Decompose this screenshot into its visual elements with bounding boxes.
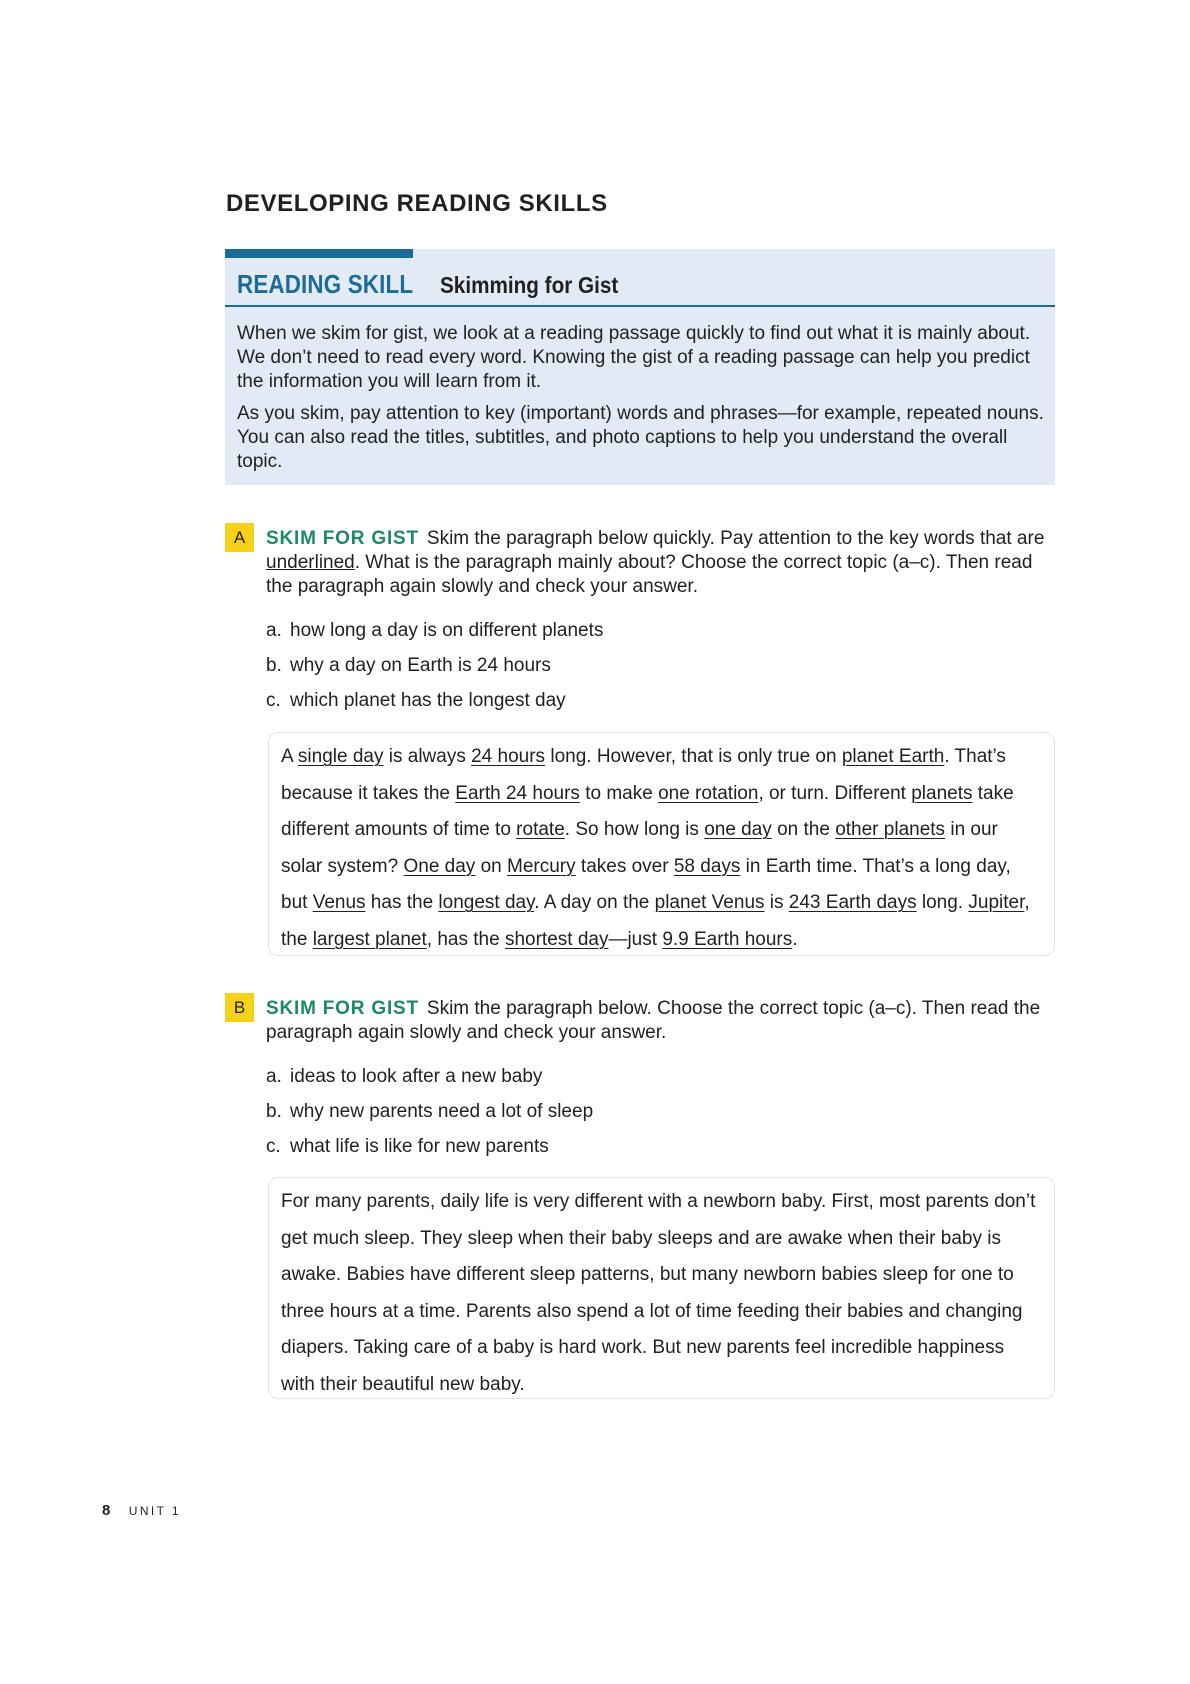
key-word: other planets — [835, 819, 946, 840]
option-c[interactable] — [266, 689, 1056, 713]
activity-a — [266, 527, 1056, 724]
activity-b-label: SKIM FOR GIST — [266, 998, 419, 1019]
option-text: why new parents need a lot of sleep — [290, 1101, 594, 1122]
activity-b-options — [266, 1065, 1056, 1159]
key-word: planet Venus — [654, 892, 765, 913]
passage-text: to make — [579, 782, 659, 804]
passage-text: is always — [383, 746, 472, 767]
activity-b-badge: B — [225, 993, 254, 1022]
key-word: Mercury — [507, 855, 576, 877]
skill-title — [237, 269, 638, 300]
skill-body — [237, 322, 1047, 482]
activity-b — [266, 997, 1056, 1170]
key-word: Venus — [312, 892, 366, 913]
skill-tab-bar — [225, 249, 413, 258]
passage-text: take different amounts of time to — [281, 782, 1014, 840]
option-text: what life is like for new parents — [290, 1136, 549, 1157]
instruction-text: . What is the paragraph mainly about? Choose the correct topic (a–c). Then read the paragraph again slowly and check your answer. — [266, 552, 1033, 597]
skill-subtitle: Skimming for Gist — [440, 272, 619, 298]
skill-label: READING SKILL — [237, 269, 414, 299]
instruction-underlined: underlined — [266, 552, 355, 573]
passage-text: , has the — [426, 928, 505, 950]
skill-paragraph: When we skim for gist, we look at a reading passage quickly to find out what it is mainly about. We don’t need to read every word. Knowing the gist of a reading passage can help you predict the information you will learn from it. — [237, 323, 1031, 392]
option-a[interactable] — [266, 1065, 1056, 1089]
activity-a-label: SKIM FOR GIST — [266, 528, 419, 549]
passage-text: in Earth time. That’s a long day, but — [281, 855, 1011, 913]
passage-text: long. — [916, 892, 969, 913]
passage-text: on the — [771, 819, 836, 840]
option-text: which planet has the longest day — [290, 690, 566, 711]
option-letter: a. — [266, 620, 282, 641]
key-word: one day — [704, 819, 772, 840]
instruction-text: Skim the paragraph below. Choose the correct topic (a–c). Then read the paragraph again slowly and check your answer. — [266, 998, 1041, 1043]
activity-a-options — [266, 619, 1056, 713]
key-word: Jupiter — [968, 892, 1025, 913]
option-letter: b. — [266, 1101, 282, 1122]
page-footer — [102, 1502, 181, 1520]
skill-paragraph: As you skim, pay attention to key (important) words and phrases—for example, repeated nouns. You can also read the titles, subtitles, and photo captions to help you understand the overall topic. — [237, 403, 1044, 472]
reading-skill-box — [225, 249, 1055, 485]
key-word: shortest day — [504, 928, 609, 950]
option-letter: b. — [266, 655, 282, 676]
unit-label: UNIT 1 — [128, 1504, 181, 1518]
passage-text: . So how long is — [564, 819, 705, 840]
key-word: one rotation — [658, 782, 759, 804]
passage-text: A — [281, 746, 298, 767]
passage-text: has the — [365, 892, 439, 913]
passage-text: takes over — [575, 855, 674, 877]
key-word: planets — [911, 782, 973, 804]
passage-text: long. However, that is only true on — [545, 746, 842, 767]
passage-text: . That’s because it takes the — [281, 746, 1006, 804]
option-letter: c. — [266, 690, 281, 711]
key-word: 24 hours — [471, 746, 546, 767]
key-word: single day — [297, 746, 384, 767]
key-word: planet Earth — [841, 746, 945, 767]
option-b[interactable] — [266, 654, 1056, 678]
option-letter: a. — [266, 1066, 282, 1087]
option-c[interactable] — [266, 1135, 1056, 1159]
key-word: longest day — [438, 892, 535, 913]
passage-text: —just — [608, 928, 663, 950]
activity-a-instruction — [266, 527, 1056, 599]
activity-b-passage: For many parents, daily life is very different with a newborn baby. First, most parents don’t get much sleep. They sleep when their baby sleeps and are awake when their baby is awake. Babies have different sleep patterns, but many newborn babies sleep for one to three hours at a time. Parents also spend a lot of time feeding their babies and changing diapers. Taking care of a baby is hard work. But new parents feel incredible happiness with their beautiful new baby. — [268, 1177, 1055, 1399]
option-b[interactable] — [266, 1100, 1056, 1124]
passage-text: , the — [281, 892, 1030, 950]
key-word: 58 days — [673, 855, 741, 877]
key-word: Earth 24 hours — [455, 782, 580, 804]
key-word: 243 Earth days — [788, 892, 917, 913]
option-text: ideas to look after a new baby — [290, 1066, 543, 1087]
activity-a-badge: A — [225, 523, 254, 552]
key-word: 9.9 Earth hours — [662, 928, 793, 950]
key-word: largest planet — [312, 928, 427, 950]
option-text: how long a day is on different planets — [290, 620, 604, 641]
activity-a-passage — [268, 732, 1055, 956]
key-word: One day — [403, 855, 476, 877]
passage-text: , or turn. Different — [758, 782, 912, 804]
passage-text: on — [475, 855, 508, 877]
activity-b-instruction — [266, 997, 1056, 1045]
option-text: why a day on Earth is 24 hours — [290, 655, 551, 676]
option-letter: c. — [266, 1136, 281, 1157]
passage-text: . — [792, 928, 798, 950]
instruction-text: Skim the paragraph below quickly. Pay attention to the key words that are — [426, 528, 1045, 549]
key-word: rotate — [516, 819, 565, 840]
passage-text: . A day on the — [534, 892, 655, 913]
passage-text: in our solar system? — [281, 819, 998, 877]
section-heading: DEVELOPING READING SKILLS — [226, 190, 608, 217]
skill-divider — [225, 305, 1055, 307]
passage-text: is — [764, 892, 789, 913]
page-number: 8 — [102, 1502, 111, 1519]
option-a[interactable] — [266, 619, 1056, 643]
